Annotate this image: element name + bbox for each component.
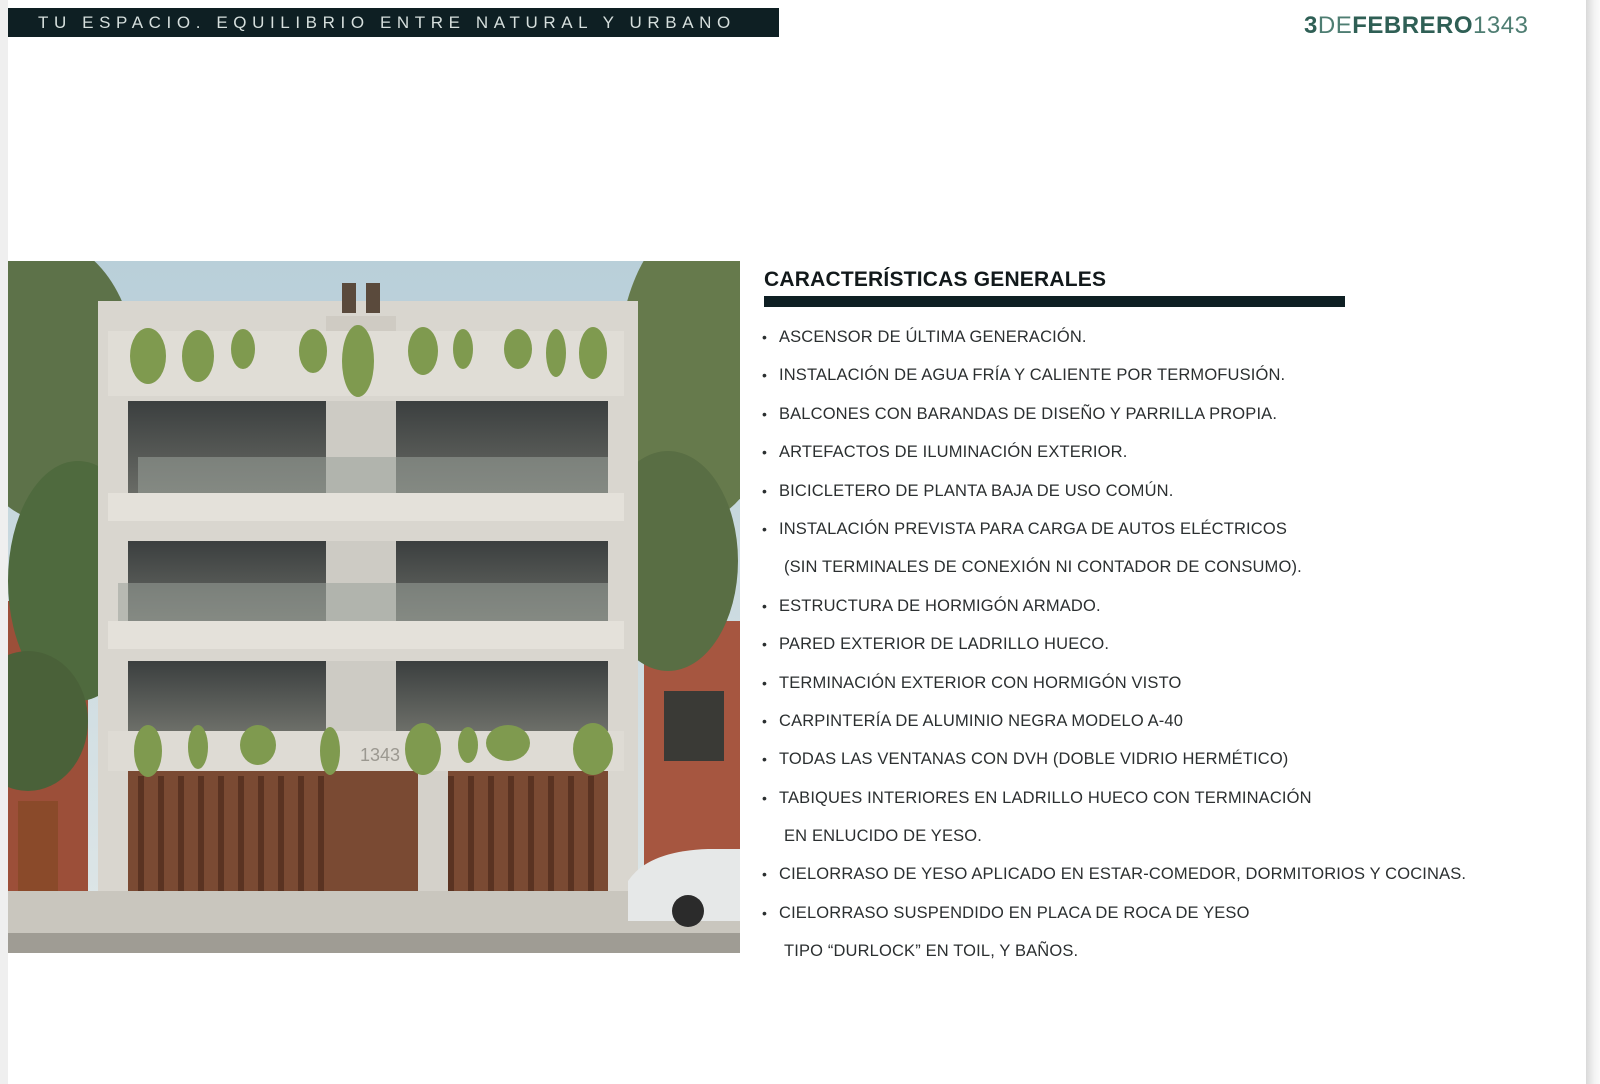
building-number: 1343	[360, 745, 401, 765]
brand-de: DE	[1317, 12, 1353, 39]
feature-item	[762, 318, 1466, 356]
bullet: •	[762, 712, 768, 729]
feature-item-continuation	[762, 817, 1466, 855]
bullet: •	[762, 636, 768, 653]
feature-text: TABIQUES INTERIORES EN LADRILLO HUECO CON TERMINACIÓN	[779, 788, 1312, 807]
feature-item	[762, 702, 1466, 740]
feature-text: CARPINTERÍA DE ALUMINIO NEGRA MODELO A-40	[779, 711, 1184, 730]
feature-item-continuation	[762, 932, 1466, 970]
feature-item	[762, 664, 1466, 702]
features-title: CARACTERÍSTICAS GENERALES	[764, 268, 1107, 291]
bullet: •	[762, 751, 768, 768]
feature-item	[762, 894, 1466, 932]
building-render-photo	[8, 261, 740, 953]
feature-item	[762, 740, 1466, 778]
feature-text: EN ENLUCIDO DE YESO.	[784, 827, 982, 846]
feature-text: (SIN TERMINALES DE CONEXIÓN NI CONTADOR DE CONSUMO).	[784, 558, 1302, 577]
bullet: •	[762, 329, 768, 345]
feature-text: TIPO “DURLOCK” EN TOIL, Y BAÑOS.	[784, 942, 1079, 961]
feature-text: CIELORRASO SUSPENDIDO EN PLACA DE ROCA DE YESO	[779, 903, 1250, 922]
brand-number: 3	[1304, 12, 1318, 39]
feature-text: CIELORRASO DE YESO APLICADO EN ESTAR-COMEDOR, DORMITORIOS Y COCINAS.	[779, 865, 1467, 884]
brand-logo	[1304, 12, 1528, 40]
feature-item	[762, 779, 1466, 817]
feature-item	[762, 395, 1466, 433]
title-underline-bar	[764, 296, 1345, 307]
bullet: •	[762, 674, 768, 691]
bullet: •	[762, 904, 768, 921]
tagline-banner	[8, 8, 779, 37]
feature-item	[762, 510, 1466, 548]
bullet: •	[762, 367, 768, 384]
feature-text: ESTRUCTURA DE HORMIGÓN ARMADO.	[779, 596, 1101, 615]
feature-text: INSTALACIÓN PREVISTA PARA CARGA DE AUTOS ELÉCTRICOS	[779, 519, 1287, 538]
brand-street: FEBRERO	[1352, 12, 1474, 39]
feature-item	[762, 433, 1466, 471]
bullet: •	[762, 405, 768, 422]
tagline-text: TU ESPACIO. EQUILIBRIO ENTRE NATURAL Y URBANO	[38, 13, 736, 32]
feature-text: TERMINACIÓN EXTERIOR CON HORMIGÓN VISTO	[779, 673, 1182, 692]
feature-item	[762, 472, 1466, 510]
page-edge	[0, 0, 8, 1084]
feature-item	[762, 587, 1466, 625]
bullet: •	[762, 444, 768, 461]
feature-text: PARED EXTERIOR DE LADRILLO HUECO.	[779, 635, 1110, 654]
feature-text: INSTALACIÓN DE AGUA FRÍA Y CALIENTE POR TERMOFUSIÓN.	[779, 366, 1286, 385]
feature-item-continuation	[762, 548, 1466, 586]
brand-address-number: 1343	[1473, 12, 1529, 39]
bullet: •	[762, 482, 768, 499]
feature-item	[762, 855, 1466, 893]
bullet: •	[762, 520, 768, 537]
bullet: •	[762, 597, 768, 614]
features-list	[762, 318, 1466, 971]
feature-text: ARTEFACTOS DE ILUMINACIÓN EXTERIOR.	[779, 443, 1128, 462]
page-edge-shadow	[1586, 0, 1600, 1084]
feature-text: ASCENSOR DE ÚLTIMA GENERACIÓN.	[779, 328, 1087, 346]
feature-text: TODAS LAS VENTANAS CON DVH (DOBLE VIDRIO HERMÉTICO)	[779, 750, 1289, 769]
feature-text: BALCONES CON BARANDAS DE DISEÑO Y PARRILLA PROPIA.	[779, 404, 1278, 423]
bullet: •	[762, 866, 768, 883]
feature-item	[762, 625, 1466, 663]
feature-item	[762, 356, 1466, 394]
feature-text: BICICLETERO DE PLANTA BAJA DE USO COMÚN.	[779, 481, 1174, 500]
bullet: •	[762, 789, 768, 806]
